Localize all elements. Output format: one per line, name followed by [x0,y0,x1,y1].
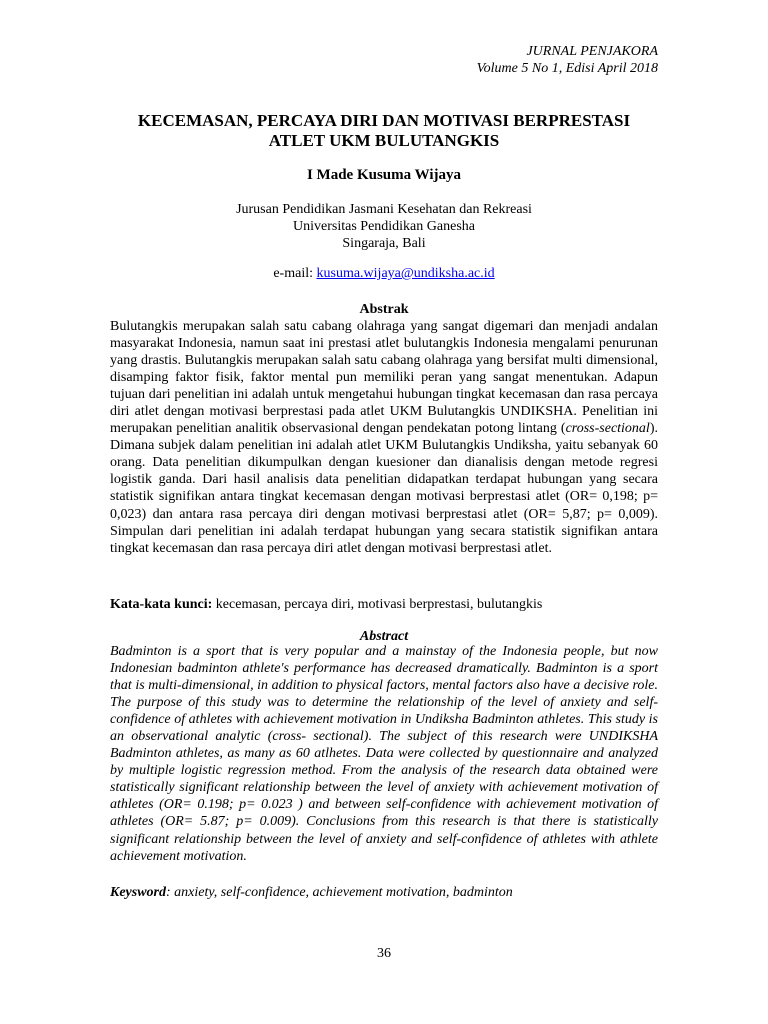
abstract-body: Badminton is a sport that is very popular and a mainstay of the Indonesia people, but now Indonesian badminton athlete's performance has decreased dramatically. Badminton is a sport that is multi-dimensional, in addition to physical factors, mental factors also have a decisive role. The purpose of this study was to determine the relationship of the level of anxiety and self-confidence of athletes with achievement motivation in Undiksha Badminton athletes. This study is an observational analytic (cross- sectional). The subject of this research were UNDIKSHA Badminton athletes, as many as 60 atlhetes. Data were collected by questionnaire and analyzed by multiple logistic regression method. From the analysis of the research data obtained were statistically significant relationship between the level of anxiety with achievement motivation of athletes (OR= 0.198; p= 0.023 ) and between self-confidence with achievement motivation of athletes (OR= 5.87; p= 0.009). Conclusions from this research is that there is statistically significant relationship between the level of anxiety and self-confidence of athletes with athlete achievement motivation. [110,644,658,864]
keywords-indonesian-list: kecemasan, percaya diri, motivasi berprestasi, bulutangkis [212,597,543,612]
affiliation-university: Universitas Pendidikan Ganesha [293,219,475,234]
author-affiliation [0,201,768,252]
keywords-indonesian [110,596,658,613]
email-label: e-mail: [273,266,317,281]
abstrak-heading: Abstrak [359,302,409,317]
author-name: I Made Kusuma Wijaya [306,167,462,183]
keywords-indonesian-label: Kata-kata kunci: [110,597,213,612]
page-number: 36 [377,946,391,961]
email-line [0,265,768,282]
affiliation-city: Singaraja, Bali [342,236,426,251]
affiliation-department: Jurusan Pendidikan Jasmani Kesehatan dan Rekreasi [236,202,532,217]
paper-title-line-1: KECEMASAN, PERCAYA DIRI DAN MOTIVASI BERPRESTASI [137,111,631,130]
email-link[interactable]: kusuma.wijaya@undiksha.ac.id [316,266,495,281]
journal-header [477,43,658,77]
journal-volume: Volume 5 No 1, Edisi April 2018 [476,61,658,76]
abstrak-text: Bulutangkis merupakan salah satu cabang olahraga yang sangat digemari dan menjadi andalan masyarakat Indonesia, namun saat ini prestasi atlet bulutangkis Indonesia mengalami penurunan yang drastis. Bulutangkis merupakan salah satu cabang olahraga yang bersifat multi dimensional, disamping faktor fisik, faktor mental pun memiliki peran yang sangat menentukan. Adapun tujuan dari penelitian ini adalah untuk mengetahui hubungan tingkat kecemasan dan rasa percaya diri atlet dengan motivasi berprestasi pada atlet UKM Bulutangkis UNDIKSHA. Penelitian ini merupakan penelitian analitik observasional dengan pendekatan potong lintang ( [110,319,658,437]
keywords-english-list: : anxiety, self-confidence, achievement motivation, badminton [166,885,513,900]
paper-title [0,111,768,151]
keywords-english-label: Keysword [110,885,166,900]
abstrak-body [110,318,658,557]
abstrak-text-italic: cross-sectional [565,421,650,437]
abstrak-text-end: ). Dimana subjek dalam penelitian ini adalah atlet UKM Bulutangkis Undiksha, yaitu sebanyak 60 orang. Data penelitian dikumpulkan dengan kuesioner dan dianalisis dengan metode regresi logistik ganda. Dari hasil analisis data penelitian didapatkan terdapat hubungan yang secara statistik signifikan antara tingkat kecemasan dengan motivasi berprestasi atlet (OR= 0,198; p= 0,023) dan antara rasa percaya diri dengan motivasi berprestasi atlet (OR= 5,87; p= 0,009). Simpulan dari penelitian ini adalah terdapat hubungan yang secara statistik signifikan antara tingkat kecemasan dan rasa percaya diri atlet dengan motivasi berprestasi atlet. [110,421,658,556]
abstract-heading: Abstract [359,629,409,644]
journal-name: JURNAL PENJAKORA [526,44,658,59]
paper-title-line-2: ATLET UKM BULUTANGKIS [268,131,500,150]
keywords-english [110,884,658,901]
